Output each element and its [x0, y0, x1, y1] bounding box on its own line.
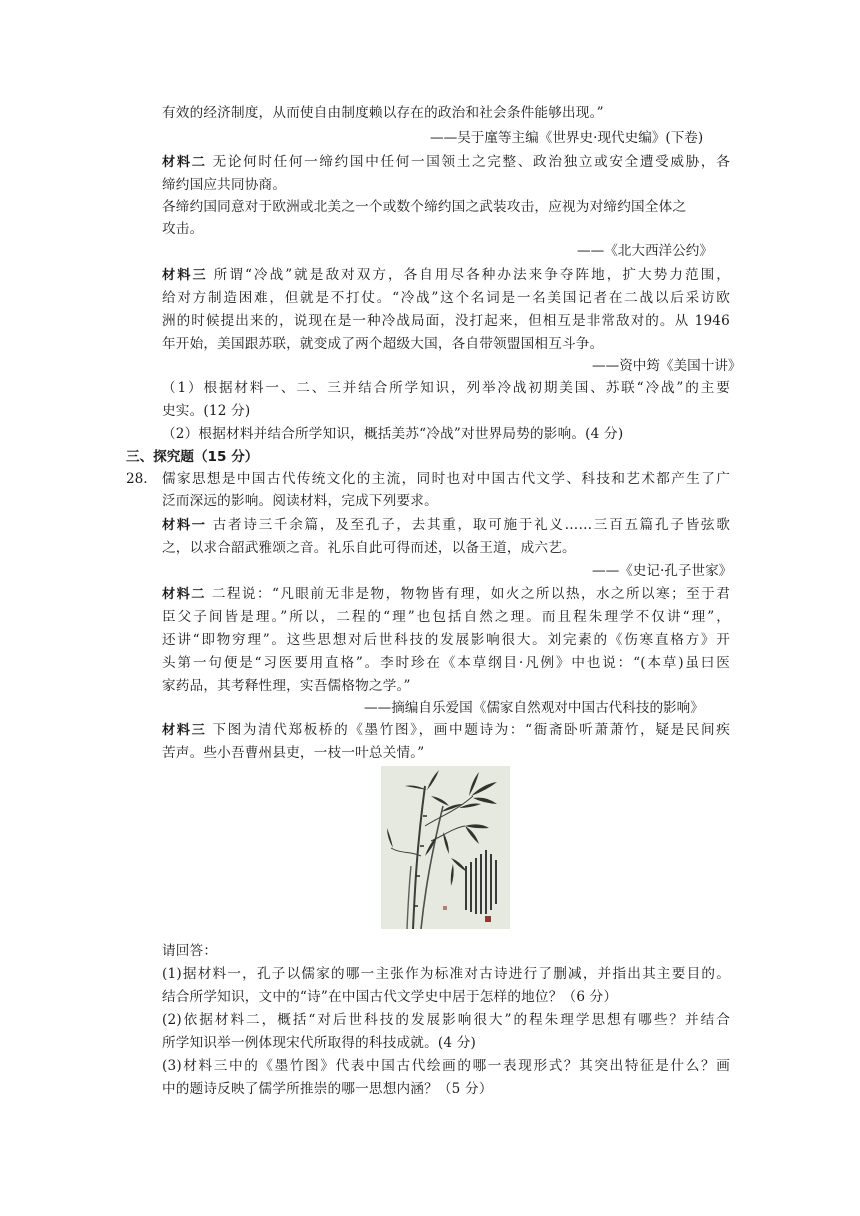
material-label: 材料一: [162, 518, 207, 533]
question-2-line: （2）根据材料并结合所学知识，概括美苏“冷战”对世界局势的影响。(4 分): [162, 426, 624, 442]
answer-question-3: (3)材料三中的《墨竹图》代表中国古代绘画的哪一表现形式？其突出特征是什么？画: [162, 1058, 730, 1074]
text-line: 臣父子间皆是理。”所以，二程的“理”也包括自然之理。而且程朱理学不仅讲“理”，: [162, 609, 730, 625]
source-citation: ——《北大西洋公约》: [577, 243, 713, 259]
text-line: 史实。(12 分): [162, 403, 251, 419]
section-heading: 三、探究题（15 分）: [126, 449, 259, 465]
question-1-line: （1）根据材料一、二、三并结合所学知识，列举冷战初期美国、苏联“冷战”的主要: [162, 380, 730, 396]
question-number: 28.: [126, 471, 148, 487]
text-line: 苦声。些小吾曹州县吏，一枝一叶总关情。”: [162, 745, 425, 761]
source-citation: ——资中筠《美国十讲》: [592, 358, 742, 374]
text-line: 各缔约国同意对于欧洲或北美之一个或数个缔约国之武装攻击，应视为对缔约国全体之: [162, 199, 687, 215]
text-line: 头第一句便是“习医要用直格”。李时珍在《本草纲目·凡例》中也说：“(本草)虽曰医: [162, 655, 730, 671]
material-1-line: 材料一 古者诗三千余篇，及至孔子，去其重，取可施于礼义……三百五篇孔子皆弦歌: [162, 517, 730, 533]
text-line: 年开始，美国跟苏联，就变成了两个超级大国，各自带领盟国相互斗争。: [162, 336, 604, 352]
material-3-line: 材料三 所谓“冷战”就是敌对双方，各自用尽各种办法来争夺阵地，扩大势力范围，: [162, 267, 730, 283]
text-line: 家药品，其考释性理，实吾儒格物之学。”: [162, 678, 411, 694]
text-line: 中的题诗反映了儒学所推崇的哪一思想内涵？（5 分）: [162, 1081, 493, 1097]
text-line: 有效的经济制度，从而使自由制度赖以存在的政治和社会条件能够出现。”: [162, 105, 604, 121]
text-line: 所学知识举一例体现宋代所取得的科技成就。(4 分): [162, 1035, 477, 1051]
source-citation: ——摘编自乐爱国《儒家自然观对中国古代科技的影响》: [364, 700, 704, 716]
material-label: 材料二: [162, 155, 207, 170]
source-citation: ——《史记·孔子世家》: [592, 563, 733, 579]
text-line: 泛而深远的影响。阅读材料，完成下列要求。: [162, 493, 438, 509]
ink-bamboo-painting: [381, 766, 510, 929]
text-line: 给对方制造困难，但就是不打仗。“冷战”这个名词是一名美国记者在二战以后采访欧: [162, 290, 730, 306]
material-2-line: 材料二 无论何时任何一缔约国中任何一国领土之完整、政治独立或安全遭受威胁，各: [162, 154, 730, 170]
text-line: 之，以求合韶武雅颂之音。礼乐自此可得而述，以备王道，成六艺。: [162, 540, 576, 556]
source-citation: ——吴于廑等主编《世界史·现代史编》(下卷): [430, 130, 704, 146]
answer-question-2: (2)依据材料二，概括“对后世科技的发展影响很大”的程朱理学思想有哪些？并结合: [162, 1012, 730, 1028]
text-line: 结合所学知识，文中的“诗”在中国古代文学史中居于怎样的地位？（6 分）: [162, 989, 618, 1005]
answer-question-1: (1)据材料一，孔子以儒家的哪一主张作为标准对古诗进行了删减，并指出其主要目的。: [162, 966, 730, 982]
text-line: 攻击。: [162, 221, 204, 237]
text-line: 还讲“即物穷理”。这些思想对后世科技的发展影响很大。刘完素的《伤寒直格方》开: [162, 632, 730, 648]
material-3-line: 材料三 下图为清代郑板桥的《墨竹图》，画中题诗为：“衙斋卧听萧萧竹，疑是民间疾: [162, 722, 730, 738]
material-2-line: 材料二 二程说：“凡眼前无非是物，物物皆有理，如火之所以热，水之所以寒；至于君: [162, 586, 730, 602]
material-label: 材料二: [162, 587, 206, 602]
material-label: 材料三: [162, 723, 207, 738]
bamboo-illustration: [381, 766, 510, 929]
material-label: 材料三: [162, 268, 208, 283]
text-line: 缔约国应共同协商。: [162, 177, 287, 193]
ask-heading: 请回答：: [162, 943, 218, 959]
text-line: 洲的时候提出来的，说现在是一种冷战局面，没打起来，但相互是非常敌对的。从 1946: [162, 313, 730, 329]
question-intro: 儒家思想是中国古代传统文化的主流，同时也对中国古代文学、科技和艺术都产生了广: [162, 471, 730, 487]
